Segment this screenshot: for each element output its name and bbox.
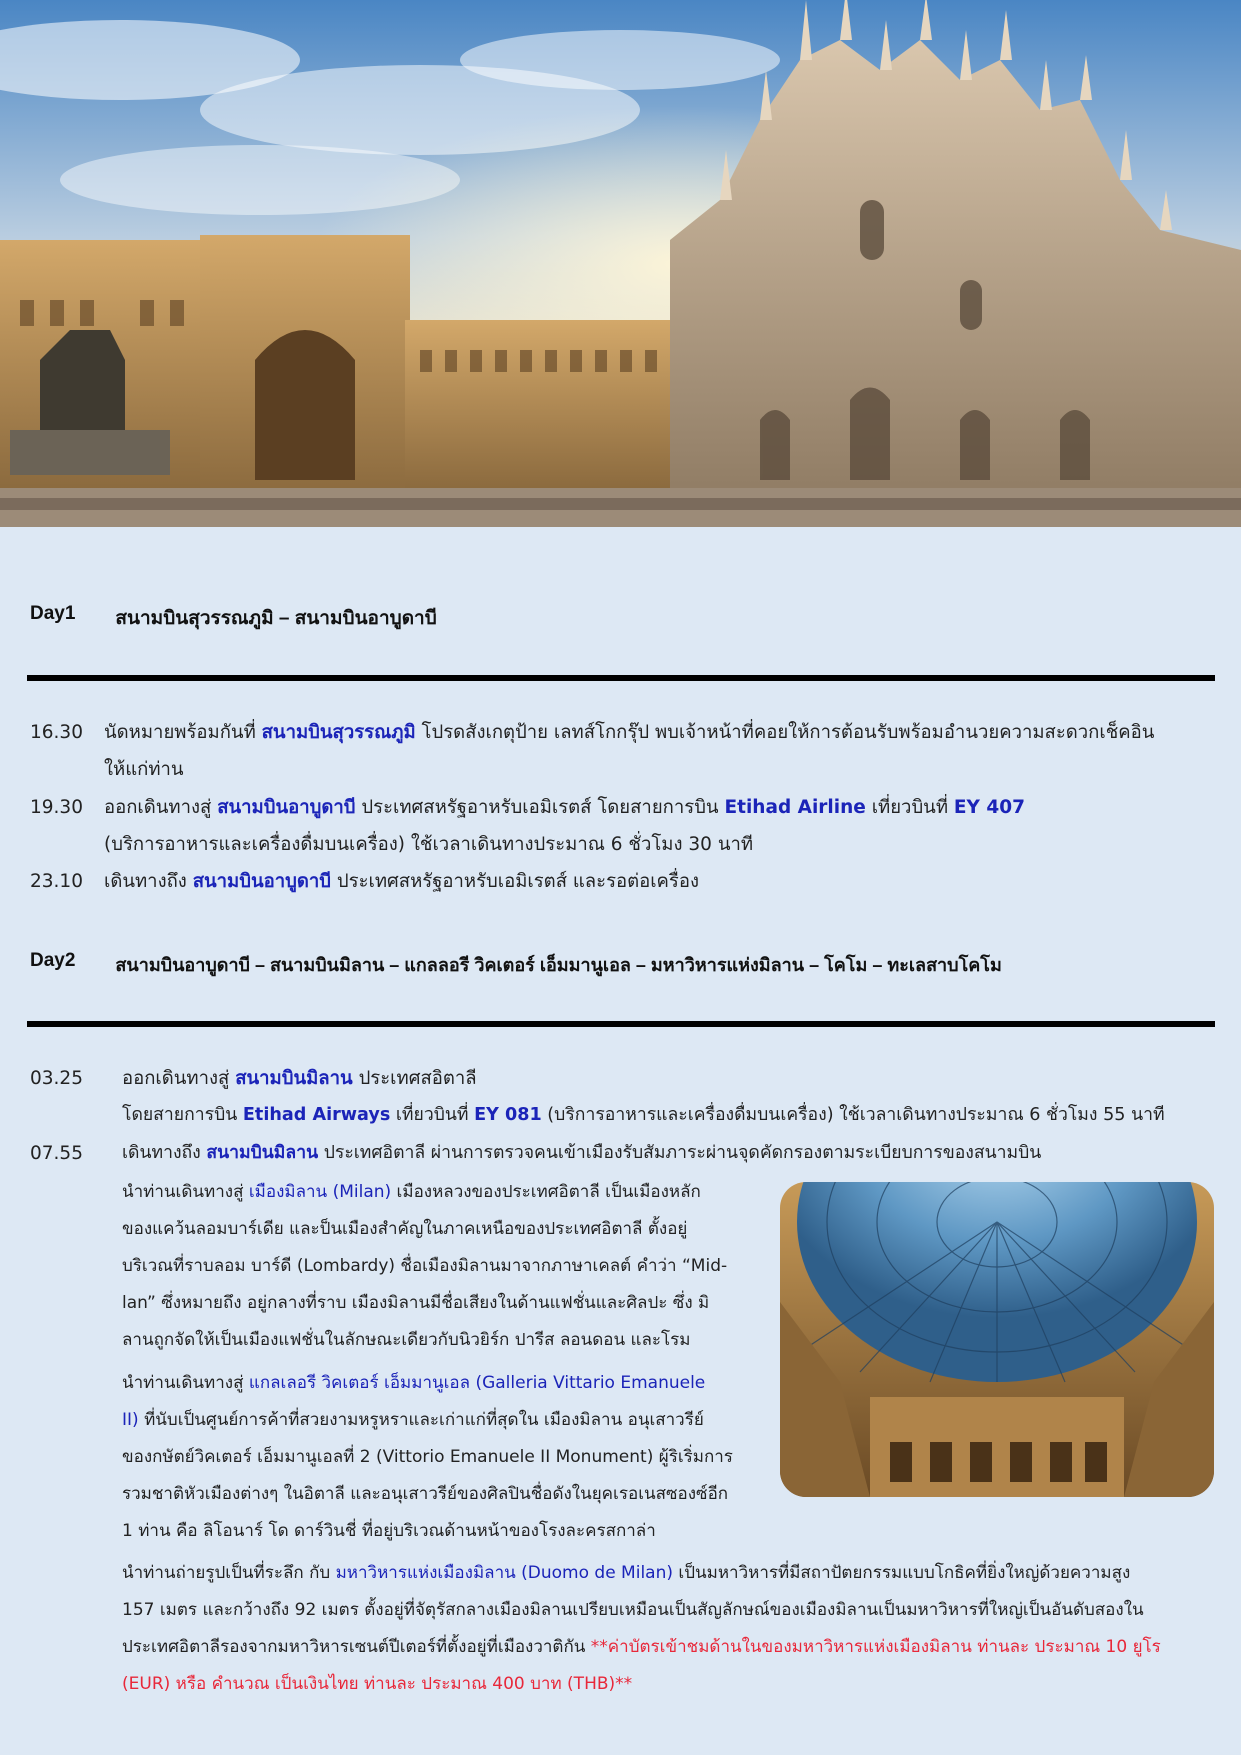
entry-fee-note-cont: (EUR) หรือ คำนวณ เป็นเงินไทย ท่านละ ประมาณ 400 บาท (THB)** — [122, 1674, 633, 1694]
day2-time-2: 07.55 — [30, 1143, 83, 1164]
day2-header — [30, 950, 1002, 979]
galleria-dome-photo — [780, 1182, 1214, 1497]
galleria-paragraph: นำท่านเดินทางสู่ แกลเลอรี วิคเตอร์ เอ็มมานูเอล (Galleria Vittario Emanuele II) ที่นับเป็นศูนย์การค้าที่สวยงามหรูหราและเก่าแก่ที่สุดใน เมืองมิลาน อนุเสาวรีย์ ของกษัตย์วิคเตอร์ เอ็มมานูเอลที่ 2 (Vittorio Emanuele II Monument) ผู้ริเริ่มการ รวมชาติหัวเมืองต่างๆ ในอิตาลี และอนุเสาวรีย์ของศิลปินชื่อดังในยุคเรอเนสซองซ์อีก 1 ท่าน คือ ลิโอนาร์ โด ดาร์วินชี่ ที่อยู่บริเวณด้านหน้าของโรงละครสกาล่า — [122, 1373, 733, 1541]
day2-item1-line2: โดยสายการบิน Etihad Airways เที่ยวบินที่ EY 081 (บริการอาหารและเครื่องดื่มบนเครื่อง) ใช้เวลาเดินทางประมาณ 6 ชั่วโมง 55 นาที — [122, 1105, 1165, 1125]
day1-time-1: 16.30 — [30, 722, 83, 743]
day2-item1-line1: ออกเดินทางสู่ สนามบินมิลาน ประเทศสอิตาลี — [122, 1068, 477, 1089]
day2-divider — [27, 1021, 1215, 1027]
day1-item2-line2: (บริการอาหารและเครื่องดื่มบนเครื่อง) ใช้เวลาเดินทางประมาณ 6 ชั่วโมง 30 นาที — [104, 834, 754, 855]
day1-time-2: 19.30 — [30, 797, 83, 818]
day1-label: Day1 — [30, 603, 76, 624]
day1-item2-line1: ออกเดินทางสู่ สนามบินอาบูดาบี ประเทศสหรัฐอาหรับเอมิเรตส์ โดยสายการบิน Etihad Airline เที่ยวบินที่ EY 407 — [104, 797, 1025, 818]
hero-photo-milan — [0, 0, 1241, 527]
day1-item1-line1: นัดหมายพร้อมกันที่ สนามบินสุวรรณภูมิ โปรดสังเกตุป้าย เลทส์โกกรุ๊ป พบเจ้าหน้าที่คอยให้การต้อนรับพร้อมอำนวยความสะดวกเช็คอิน — [104, 722, 1155, 743]
day2-title: สนามบินอาบูดาบี – สนามบินมิลาน – แกลลอรี วิคเตอร์ เอ็มมานูเอล – มหาวิหารแห่งมิลาน – โคโม – ทะเลสาบโคโม — [115, 955, 1002, 975]
day2-time-1: 03.25 — [30, 1068, 83, 1089]
day1-divider — [27, 675, 1215, 681]
day1-title: สนามบินสุวรรณภูมิ – สนามบินอาบูดาบี — [115, 608, 437, 629]
duomo-paragraph: นำท่านถ่ายรูปเป็นที่ระลึก กับ มหาวิหารแห่งเมืองมิลาน (Duomo de Milan) เป็นมหาวิหารที่มีสถาปัตยกรรมแบบโกธิคที่ยิ่งใหญ่ด้วยความสูง 157 เมตร และกว้างถึง 92 เมตร ตั้งอยู่ที่จัตุรัสกลางเมืองมิลานเปรียบเหมือนเป็นสัญลักษณ์ของเมืองมิลานเป็นมหาวิหารที่ใหญ่เป็นอันดับสองใน ประเทศอิตาลีรองจากมหาวิหารเซนต์ปีเตอร์ที่ตั้งอยู่ที่เมืองวาติกัน **ค่าบัตรเข้าชมด้านในของมหาวิหารแห่งเมืองมิลาน ท่านละ ประมาณ 10 ยูโร (EUR) หรือ คำนวณ เป็นเงินไทย ท่านละ ประมาณ 400 บาท (THB)** — [122, 1555, 1222, 1703]
milan-paragraph: นำท่านเดินทางสู่ เมืองมิลาน (Milan) เมืองหลวงของประเทศอิตาลี เป็นเมืองหลัก ของแคว้นลอมบาร์เดีย และป็นเมืองสำคัญในภาคเหนือของประเทศอิตาลี ตั้งอยู่ บริเวณที่ราบลอม บาร์ดี (Lombardy) ชื่อเมืองมิลานมาจากภาษาเคลต์ คำว่า “Mid- lan” ซึ่งหมายถึง อยู่กลางที่ราบ เมืองมิลานมีชื่อเสียงในด้านแฟชั่นและศิลปะ ซึ่ง มิ ลานถูกจัดให้เป็นเมืองแฟชั่นในลักษณะเดียวกับนิวยิร์ก ปารีส ลอนดอน และโรม — [122, 1182, 728, 1350]
day2-item2-line1: เดินทางถึง สนามบินมิลาน ประเทศอิตาลี ผ่านการตรวจคนเข้าเมืองรับสัมภาระผ่านจุดคัดกรองตามระเบียบการของสนามบิน — [122, 1143, 1042, 1163]
day1-time-3: 23.10 — [30, 871, 83, 892]
day2-label: Day2 — [30, 950, 76, 971]
entry-fee-note: **ค่าบัตรเข้าชมด้านในของมหาวิหารแห่งเมืองมิลาน ท่านละ ประมาณ 10 ยูโร — [590, 1637, 1161, 1657]
day1-item1-line2: ให้แก่ท่าน — [104, 759, 184, 780]
highlight-suvarnabhumi: สนามบินสุวรรณภูมิ — [261, 722, 416, 743]
day1-item3-line1: เดินทางถึง สนามบินอาบูดาบี ประเทศสหรัฐอาหรับเอมิเรตส์ และรอต่อเครื่อง — [104, 871, 700, 892]
day1-header — [30, 603, 437, 633]
